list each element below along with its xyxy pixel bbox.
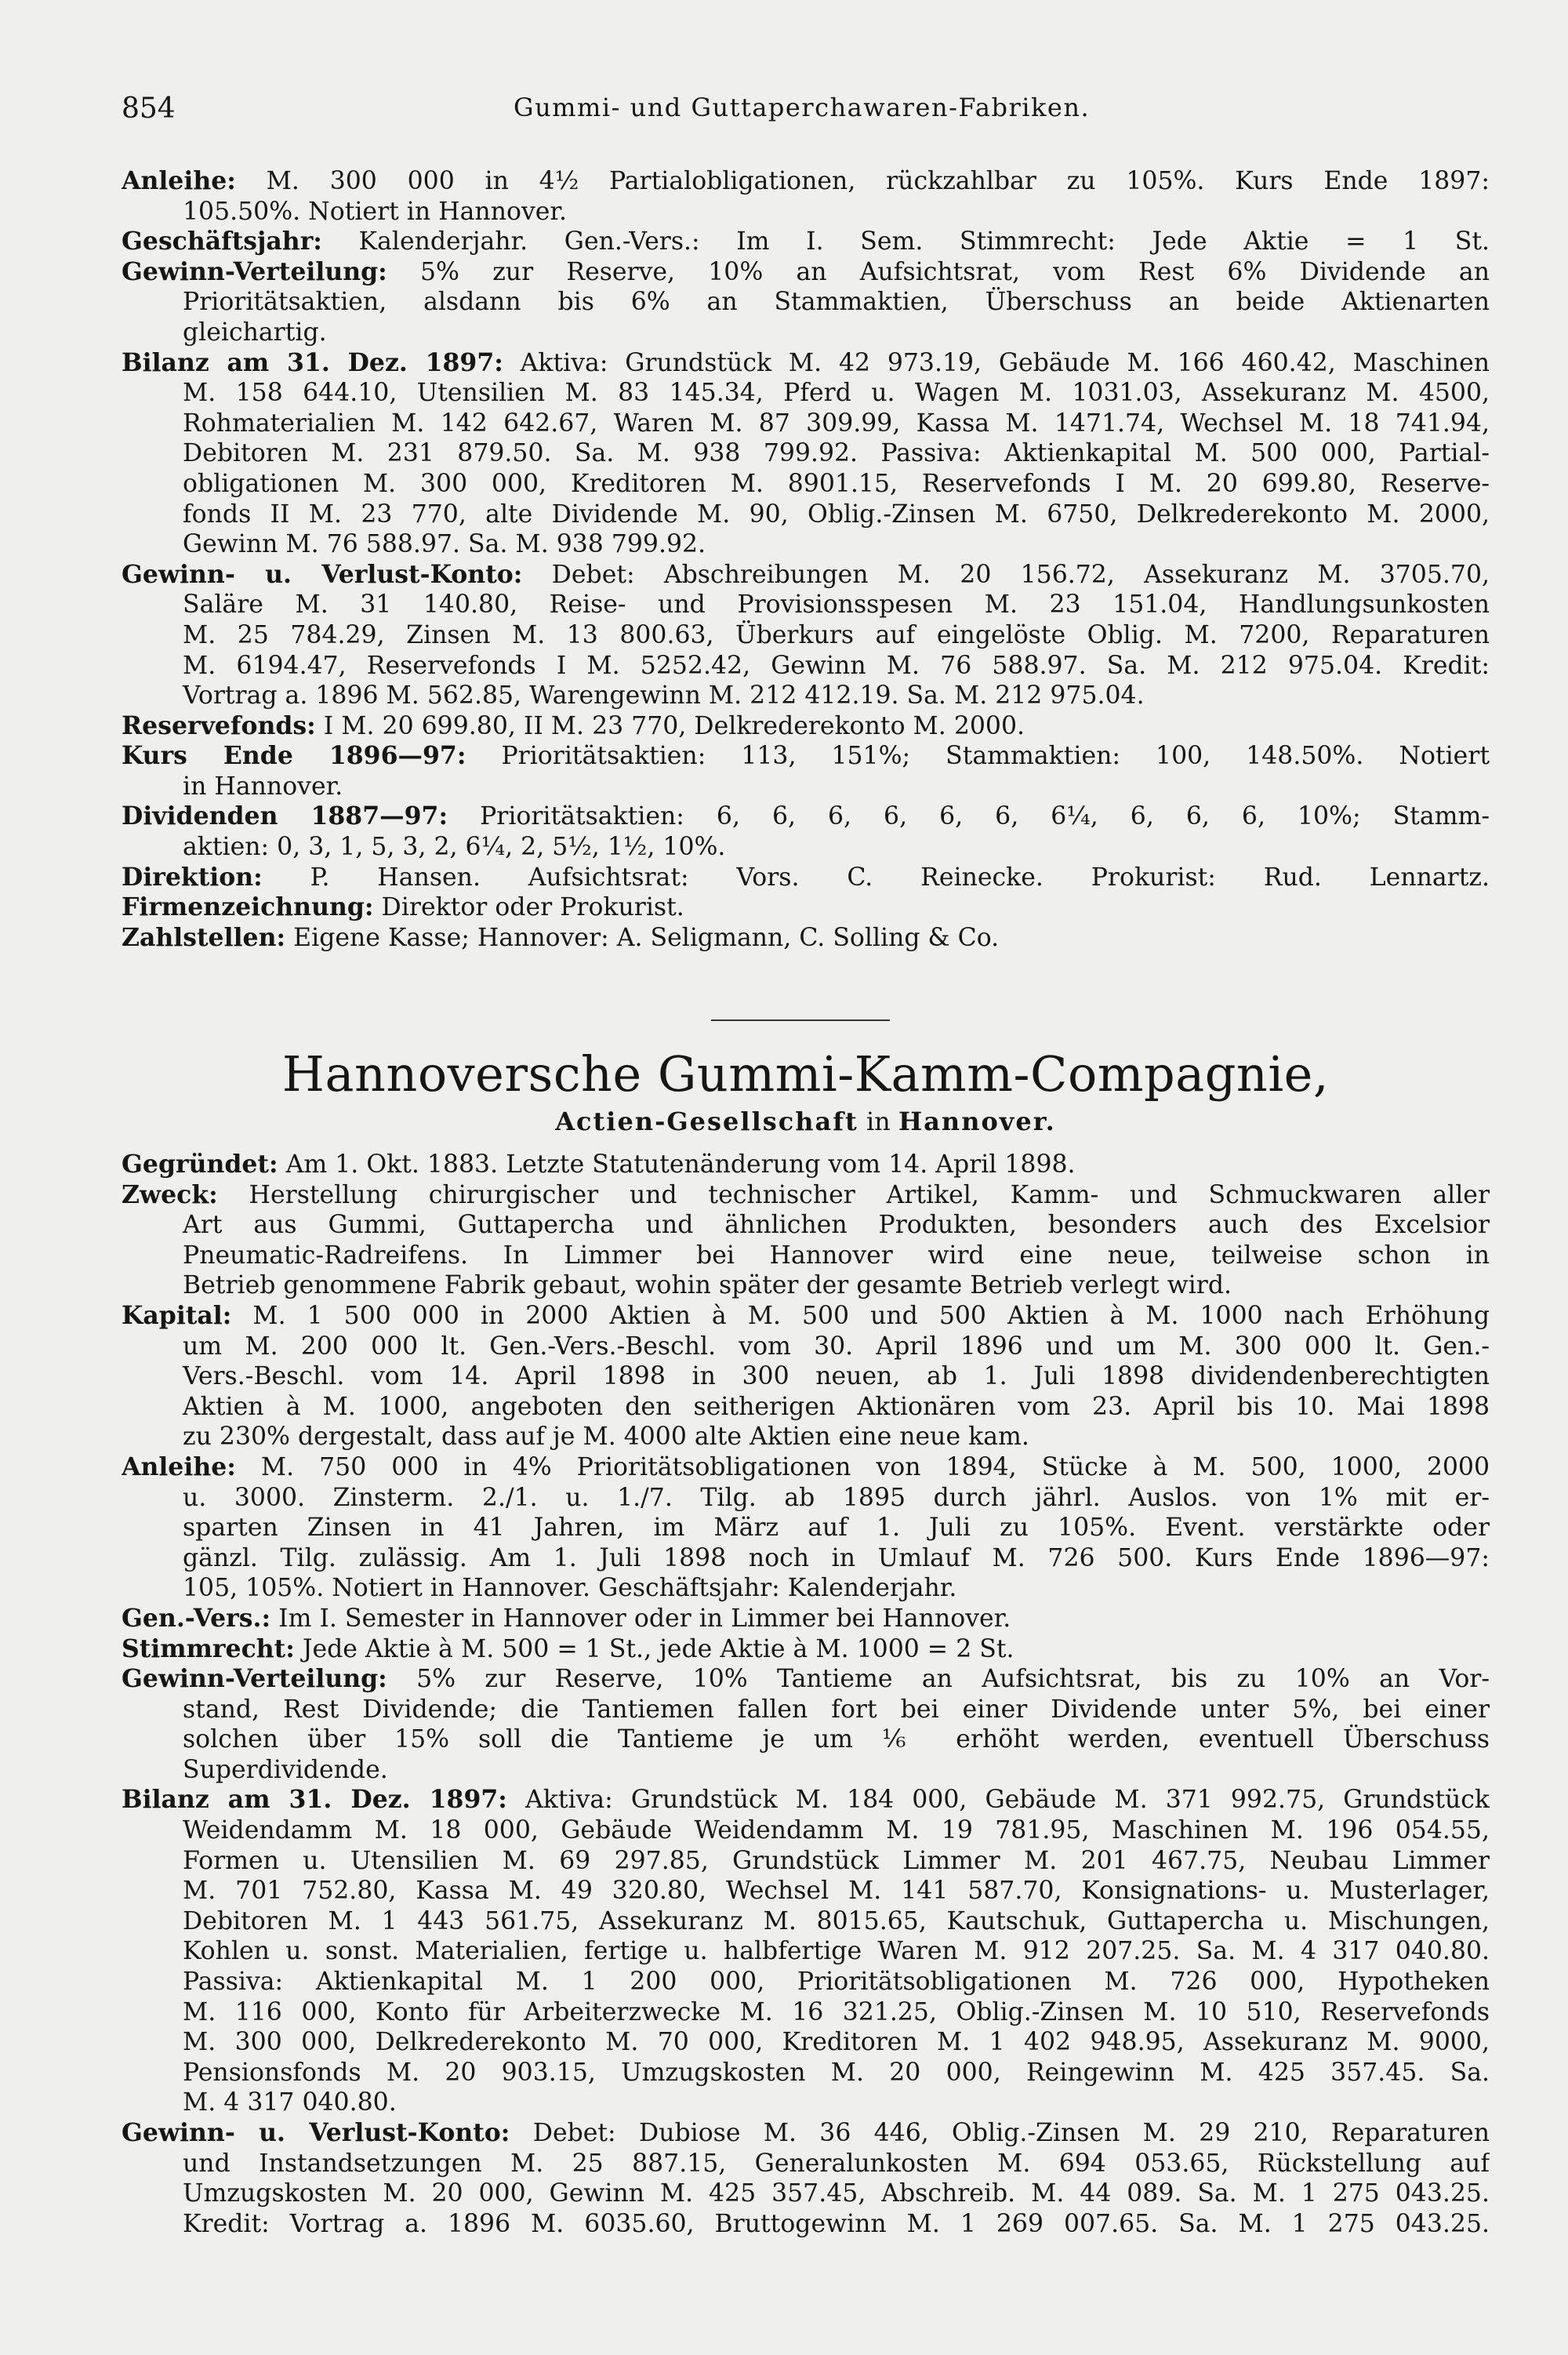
running-title: Gummi- und Guttaperchawaren-Fabriken. [514, 93, 1091, 122]
entry-label: Gewinn-Verteilung: [122, 1664, 387, 1694]
text-line [122, 1936, 1490, 1967]
entry-text: 105.50%. Notiert in Hannover. [183, 197, 568, 226]
text-line [122, 772, 1490, 802]
text-line [122, 1241, 1490, 1271]
text-line [122, 257, 1490, 288]
entry-text: Debet: Abschreibungen M. 20 156.72, Assekuranz M. 3705.70, [522, 560, 1490, 589]
text-line [122, 1815, 1490, 1846]
text-line [122, 863, 1490, 893]
entry-text: obligationen M. 300 000, Kreditoren M. 8901.15, Reservefonds I M. 20 699.80, Reserve- [183, 469, 1490, 498]
entry-text: Art aus Gummi, Guttapercha und ähnlichen Produkten, besonders auch des Excelsior [183, 1211, 1490, 1240]
entry-label: Zweck: [122, 1179, 218, 1209]
entry-text: M. 25 784.29, Zinsen M. 13 800.63, Überkurs auf eingelöste Oblig. M. 7200, Reparaturen [183, 620, 1490, 649]
text-line [122, 1392, 1490, 1423]
entry-label: Bilanz am 31. Dez. 1897: [122, 347, 503, 377]
entry-label: Reservefonds: [122, 710, 316, 740]
entry-label: Kapital: [122, 1300, 232, 1330]
entry-text: M. 158 644.10, Utensilien M. 83 145.34, Pferd u. Wagen M. 1031.03, Assekuranz M. 4500, [183, 379, 1490, 408]
text-line [122, 832, 1490, 863]
text-line [122, 227, 1490, 257]
text-line [122, 923, 1490, 954]
text-line [122, 1967, 1490, 1997]
entry-label: Gewinn-Verteilung: [122, 256, 387, 286]
entry-text: Betrieb genommene Fabrik gebaut, wohin später der gesamte Betrieb verlegt wird. [183, 1271, 1232, 1300]
text-line [122, 1695, 1490, 1725]
entry-text: Prioritätsaktien, alsdann bis 6% an Stammaktien, Überschuss an beide Aktienarten [183, 288, 1490, 317]
entry-label: Anleihe: [122, 166, 236, 195]
entry-text: u. 3000. Zinsterm. 2./1. u. 1./7. Tilg. ab 1895 durch jährl. Auslos. von 1% mit er- [183, 1483, 1490, 1512]
entry-text: und Instandsetzungen M. 25 887.15, Generalunkosten M. 694 053.65, Rückstellung auf [183, 2149, 1490, 2178]
entry-text: Aktien à M. 1000, angeboten den seitherigen Aktionären vom 23. April bis 10. Mai 1898 [183, 1392, 1490, 1421]
entry-text: Superdividende. [183, 1755, 388, 1784]
text-line [122, 1422, 1490, 1452]
text-line [122, 1180, 1490, 1211]
entry-text: fonds II M. 23 770, alte Dividende M. 90, Oblig.-Zinsen M. 6750, Delkrederekonto M. 2000, [183, 500, 1490, 529]
company-city: Hannover. [898, 1107, 1056, 1136]
entry-label: Stimmrecht: [122, 1634, 295, 1663]
text-line [122, 1724, 1490, 1755]
text-line [122, 166, 1490, 197]
entry-text: solchen über 15% soll die Tantieme je um ⅙ erhöht werden, eventuell Überschuss [183, 1725, 1490, 1754]
text-line [122, 1210, 1490, 1241]
entry-text: Rohmaterialien M. 142 642.67, Waren M. 87 309.99, Kassa M. 1471.74, Wechsel M. 18 741.94, [183, 409, 1490, 438]
entry-label: Gen.-Vers.: [122, 1603, 271, 1633]
text-line [122, 2209, 1490, 2240]
entry-text: Debitoren M. 231 879.50. Sa. M. 938 799.92. Passiva: Aktienkapital M. 500 000, Partial- [183, 439, 1490, 468]
section-divider-rule [711, 1019, 890, 1021]
text-line [122, 1361, 1490, 1392]
text-line [122, 2179, 1490, 2209]
text-line [122, 620, 1490, 651]
entry-label: Zahlstellen: [122, 922, 286, 952]
text-line [122, 1785, 1490, 1815]
entry-text: Vers.-Beschl. vom 14. April 1898 in 300 neuen, ab 1. Juli 1898 dividendenberechtigten [183, 1362, 1490, 1391]
entry-label: Gewinn- u. Verlust-Konto: [122, 2118, 510, 2147]
text-line [122, 1301, 1490, 1332]
text-line [122, 1755, 1490, 1786]
entry-text: M. 1 500 000 in 2000 Aktien à M. 500 und 500 Aktien à M. 1000 nach Erhöhung [231, 1301, 1490, 1330]
text-line [122, 681, 1490, 711]
entry-text: M. 300 000, Delkrederekonto M. 70 000, Kreditoren M. 1 402 948.95, Assekuranz M. 9000, [183, 2028, 1490, 2057]
text-line [122, 1513, 1490, 1543]
entry-text: stand, Rest Dividende; die Tantiemen fallen fort bei einer Dividende unter 5%, bei einer [183, 1695, 1490, 1724]
entry-text: M. 300 000 in 4½ Partialobligationen, rückzahlbar zu 105%. Kurs Ende 1897: [235, 167, 1490, 195]
entry-text: Im I. Semester in Hannover oder in Limmer bei Hannover. [270, 1604, 1011, 1633]
text-line [122, 1997, 1490, 2028]
entry-text: Herstellung chirurgischer und technischer Artikel, Kamm- und Schmuckwaren aller [217, 1180, 1490, 1209]
entry-text: Pneumatic-Radreifens. In Limmer bei Hannover wird eine neue, teilweise schon in [183, 1241, 1490, 1270]
text-line [122, 2088, 1490, 2118]
company-form: Actien-Gesellschaft [555, 1107, 858, 1136]
entry-label: Firmenzeichnung: [122, 892, 374, 922]
entry-text: sparten Zinsen in 41 Jahren, im März auf 1. Juli zu 105%. Event. verstärkte oder [183, 1514, 1490, 1543]
entry-text: M. 701 752.80, Kassa M. 49 320.80, Wechsel M. 141 587.70, Konsignations- u. Musterlager, [183, 1877, 1490, 1906]
entry-text: Kohlen u. sonst. Materialien, fertige u. halbfertige Waren M. 912 207.25. Sa. M. 4 317 040.80. [183, 1937, 1490, 1966]
entry-text: Aktiva: Grundstück M. 42 973.19, Gebäude M. 166 460.42, Maschinen [503, 348, 1490, 377]
entry-label: Anleihe: [122, 1452, 236, 1481]
entry-text: Formen u. Utensilien M. 69 297.85, Grundstück Limmer M. 201 467.75, Neubau Limmer [183, 1846, 1490, 1875]
entry-text: Jede Aktie à M. 500 = 1 St., jede Aktie à M. 1000 = 2 St. [294, 1634, 1014, 1663]
text-line [122, 500, 1490, 530]
entry-text: P. Hansen. Aufsichtsrat: Vors. C. Reinecke. Prokurist: Rud. Lennartz. [262, 863, 1490, 892]
entry-text: zu 230% dergestalt, dass auf je M. 4000 alte Aktien eine neue kam. [183, 1423, 1029, 1452]
text-line [122, 801, 1490, 832]
entry-text: Kredit: Vortrag a. 1896 M. 6035.60, Bruttogewinn M. 1 269 007.65. Sa. M. 1 275 043.25. [183, 2209, 1490, 2238]
entry-text: 5% zur Reserve, 10% Tantieme an Aufsichtsrat, bis zu 10% an Vor- [387, 1665, 1490, 1694]
entry-text: Vortrag a. 1896 M. 562.85, Warengewinn M. 212 412.19. Sa. M. 212 975.04. [183, 681, 1145, 710]
entry-label: Gegründet: [122, 1150, 278, 1179]
entry-text: M. 6194.47, Reservefonds I M. 5252.42, Gewinn M. 76 588.97. Sa. M. 212 975.04. Kredit: [183, 651, 1490, 680]
text-line [122, 1483, 1490, 1514]
text-line [122, 348, 1490, 379]
entry-text: Umzugskosten M. 20 000, Gewinn M. 425 357.45, Abschreib. M. 44 089. Sa. M. 1 275 043.25. [183, 2179, 1490, 2208]
entry-text: Direktor oder Prokurist. [373, 893, 684, 922]
text-line [122, 1270, 1490, 1301]
text-line [122, 287, 1490, 318]
entry-text: Aktiva: Grundstück M. 184 000, Gebäude M. 371 992.75, Grundstück [506, 1786, 1490, 1815]
entry-text: Saläre M. 31 140.80, Reise- und Provisionsspesen M. 23 151.04, Handlungsunkosten [183, 591, 1490, 620]
text-line [122, 1604, 1490, 1634]
text-line [122, 2118, 1490, 2149]
entry-text: Gewinn M. 76 588.97. Sa. M. 938 799.92. [183, 530, 706, 559]
section-hannoversche-gummi-kamm [122, 1150, 1490, 2239]
text-line [122, 1543, 1490, 1574]
text-line [122, 438, 1490, 469]
text-line [122, 2149, 1490, 2179]
text-line [122, 1906, 1490, 1937]
entry-text: in Hannover. [183, 772, 343, 801]
entry-text: M. 116 000, Konto für Arbeiterzwecke M. 16 321.25, Oblig.-Zinsen M. 10 510, Reservefonds [183, 1997, 1490, 2026]
entry-text: I M. 20 699.80, II M. 23 770, Delkrederekonto M. 2000. [315, 711, 1025, 740]
text-line [122, 741, 1490, 772]
entry-label: Dividenden 1887—97: [122, 801, 448, 831]
text-line [122, 1846, 1490, 1877]
text-line [122, 2058, 1490, 2088]
entry-label: Kurs Ende 1896—97: [122, 741, 466, 771]
text-line [122, 469, 1490, 500]
text-line [122, 197, 1490, 227]
text-line [122, 529, 1490, 560]
text-line [122, 1573, 1490, 1604]
text-line [122, 590, 1490, 620]
text-line [122, 1664, 1490, 1695]
entry-text: aktien: 0, 3, 1, 5, 3, 2, 6¼, 2, 5½, 1½, 10%. [183, 833, 726, 862]
text-line [122, 1876, 1490, 1906]
entry-text: Pensionsfonds M. 20 903.15, Umzugskosten M. 20 000, Reingewinn M. 425 357.45. Sa. [183, 2058, 1490, 2087]
entry-text: M. 4 317 040.80. [183, 2088, 397, 2117]
text-line [122, 378, 1490, 409]
text-line [122, 1634, 1490, 1665]
entry-text: Prioritätsaktien: 6, 6, 6, 6, 6, 6, 6¼, 6, 6, 6, 10%; Stamm- [448, 802, 1490, 831]
entry-text: gleichartig. [183, 318, 327, 347]
entry-text: Debitoren M. 1 443 561.75, Assekuranz M. 8015.65, Kautschuk, Guttapercha u. Mischungen, [183, 1906, 1490, 1935]
entry-label: Gewinn- u. Verlust-Konto: [122, 559, 523, 589]
entry-text: Passiva: Aktienkapital M. 1 200 000, Prioritätsobligationen M. 726 000, Hypotheken [183, 1968, 1490, 1997]
entry-text: Debet: Dubiose M. 36 446, Oblig.-Zinsen M. 29 210, Reparaturen [510, 2119, 1490, 2147]
page-number: 854 [122, 93, 176, 125]
entry-text: Kalenderjahr. Gen.-Vers.: Im I. Sem. Stimmrecht: Jede Aktie = 1 St. [321, 227, 1490, 256]
entry-text: Am 1. Okt. 1883. Letzte Statutenänderung vom 14. April 1898. [278, 1150, 1076, 1179]
text-line [122, 1150, 1490, 1180]
text-line [122, 651, 1490, 681]
entry-label: Bilanz am 31. Dez. 1897: [122, 1785, 507, 1815]
entry-text: Weidendamm M. 18 000, Gebäude Weidendamm M. 19 781.95, Maschinen M. 196 054.55, [183, 1816, 1490, 1845]
text-line [122, 409, 1490, 439]
entry-text: Eigene Kasse; Hannover: A. Seligmann, C. Solling & Co. [285, 923, 1000, 952]
entry-label: Direktion: [122, 862, 263, 892]
entry-text: 105, 105%. Notiert in Hannover. Geschäftsjahr: Kalenderjahr. [183, 1574, 957, 1603]
text-line [122, 2027, 1490, 2058]
page-header [122, 93, 1490, 127]
entry-text: M. 750 000 in 4% Prioritätsobligationen von 1894, Stücke à M. 500, 1000, 2000 [235, 1452, 1490, 1481]
text-line [122, 1452, 1490, 1483]
entry-text: gänzl. Tilg. zulässig. Am 1. Juli 1898 noch in Umlauf M. 726 500. Kurs Ende 1896—97: [183, 1543, 1490, 1572]
text-line [122, 560, 1490, 591]
entry-text: um M. 200 000 lt. Gen.-Vers.-Beschl. vom 30. April 1896 und um M. 300 000 lt. Gen.- [183, 1332, 1490, 1361]
text-line [122, 1332, 1490, 1362]
text-line [122, 711, 1490, 742]
entry-label: Geschäftsjahr: [122, 227, 322, 256]
text-line [122, 892, 1490, 923]
company-subtitle [122, 1106, 1490, 1137]
section-previous-company [122, 166, 1490, 953]
company-subtitle-in: in [858, 1107, 898, 1136]
entry-text: Prioritätsaktien: 113, 151%; Stammaktien: 100, 148.50%. Notiert [466, 742, 1490, 771]
entry-text: 5% zur Reserve, 10% an Aufsichtsrat, vom Rest 6% Dividende an [387, 257, 1490, 286]
text-line [122, 318, 1490, 348]
company-title: Hannoversche Gummi-Kamm-Compagnie, [281, 1045, 1330, 1103]
